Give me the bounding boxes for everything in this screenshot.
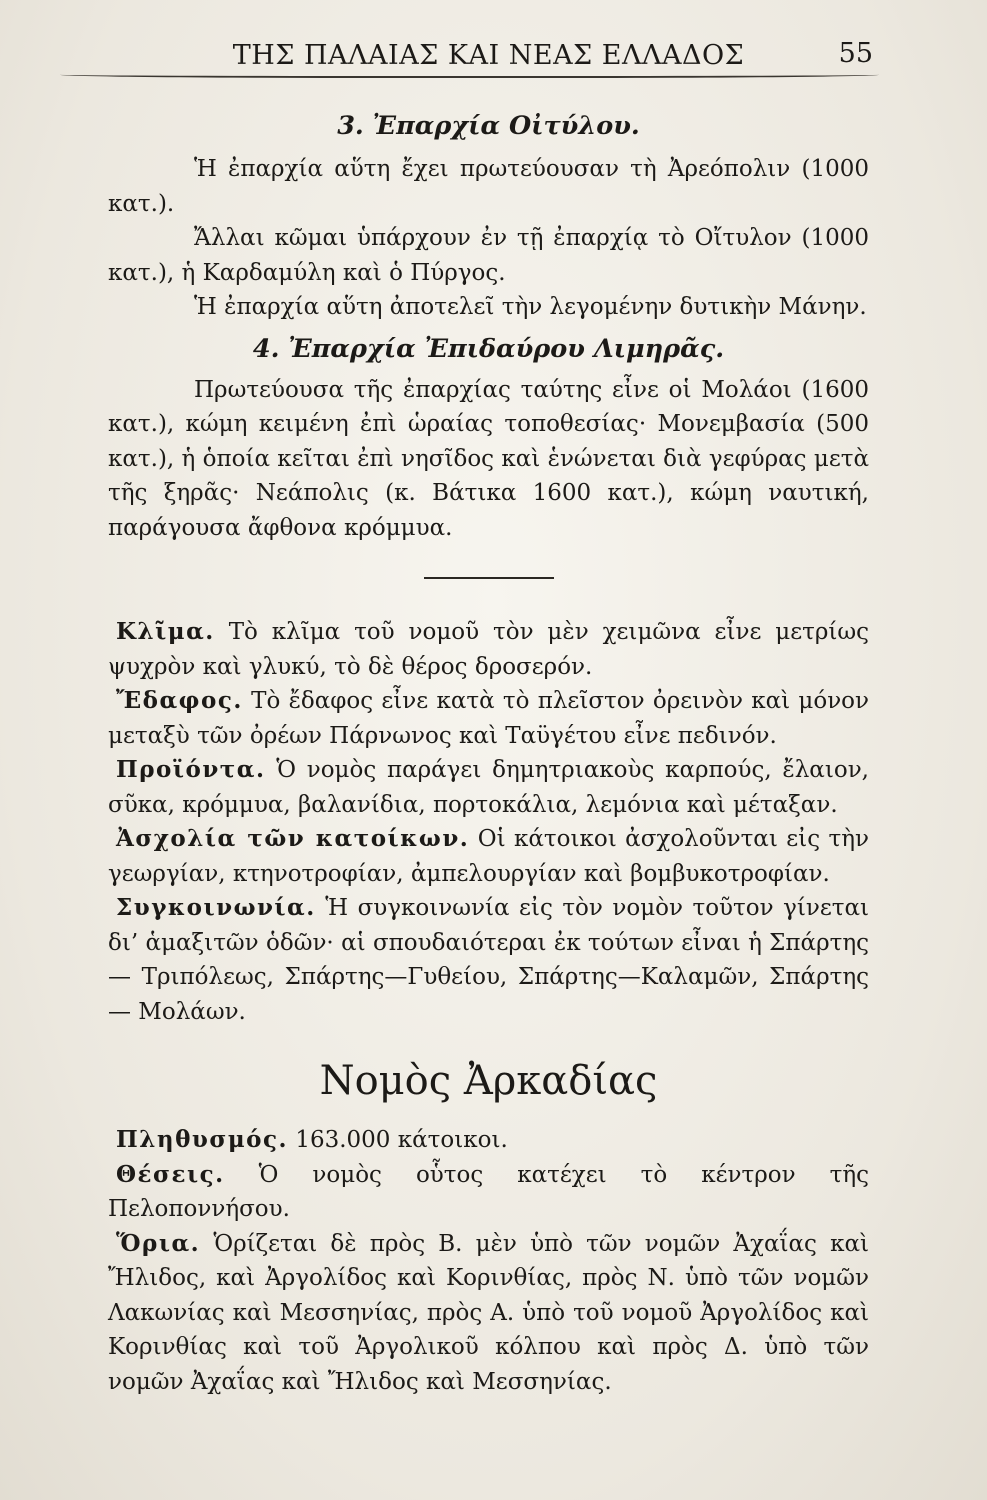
entry-proionta bbox=[108, 753, 869, 822]
entry-label: Κλῖμα. bbox=[116, 618, 215, 645]
entry-label: Προϊόντα. bbox=[116, 756, 266, 783]
entry-text: 163.000 κάτοικοι. bbox=[295, 1127, 508, 1153]
section-heading-epidaurou-limiras: 4. Ἐπαρχία Ἐπιδαύρου Λιμηρᾶς. bbox=[252, 333, 725, 364]
prefecture-heading-arcadia: Νομὸς Ἀρκαδίας bbox=[319, 1058, 658, 1104]
entry-edafos bbox=[108, 684, 869, 753]
body-text bbox=[108, 106, 869, 1399]
entry-text: Ὁ νομὸς οὗτος κατέχει τὸ κέντρον τῆς Πελοποννήσου. bbox=[108, 1161, 870, 1222]
entry-ascholia bbox=[108, 822, 869, 891]
page-number: 55 bbox=[838, 38, 873, 69]
entry-klima bbox=[108, 615, 869, 684]
entry-label: Ὅρια. bbox=[116, 1229, 201, 1257]
paragraph: Ἡ ἐπαρχία αὕτη ἀποτελεῖ τὴν λεγομένην δυτικὴν Μάνην. bbox=[194, 294, 867, 320]
paragraph: Ἄλλαι κῶμαι ὑπάρχουν ἐν τῇ ἐπαρχίᾳ τὸ Οἴτυλον (1000 κατ.), ἡ Καρδαμύλη καὶ ὁ Πύργος. bbox=[108, 225, 869, 286]
section-heading-oitylou: 3. Ἐπαρχία Οἰτύλου. bbox=[337, 111, 640, 141]
entry-text: Ὁρίζεται δὲ πρὸς Β. μὲν ὑπὸ τῶν νομῶν Ἀχαΐας καὶ Ἤλιδος, καὶ Ἀργολίδος καὶ Κορινθίας, πρὸς Ν. ὑπὸ τῶν νομῶν Λακωνίας καὶ Μεσσηνίας, πρὸς Α. ὑπὸ τοῦ νομοῦ Ἀργολίδος καὶ Κορινθίας καὶ τοῦ Ἀργολικοῦ κόλπου καὶ πρὸς Δ. ὑπὸ τῶν νομῶν Ἀχαΐας καὶ Ἤλιδος καὶ Μεσσηνίας. bbox=[108, 1230, 870, 1395]
entry-label: Ἀσχολία τῶν κατοίκων. bbox=[116, 825, 470, 852]
section-divider bbox=[424, 577, 554, 579]
entry-label: Συγκοινωνία. bbox=[116, 894, 316, 921]
running-header bbox=[108, 30, 873, 82]
entry-oria bbox=[108, 1227, 869, 1400]
entry-text: Τὸ κλῖμα τοῦ νομοῦ τὸν μὲν χειμῶνα εἶνε μετρίως ψυχρὸν καὶ γλυκύ, τὸ δὲ θέρος δροσερόν. bbox=[108, 619, 870, 680]
paragraph: Πρωτεύουσα τῆς ἐπαρχίας ταύτης εἶνε οἱ Μολάοι (1600 κατ.), κώμη κειμένη ἐπὶ ὡραίας τοποθεσίας· Μονεμβασία (500 κατ.), ἡ ὁποία κεῖται ἐπὶ νησῖδος καὶ ἑνώνεται διὰ γεφύρας μετὰ τῆς ξηρᾶς· Νεάπολις (κ. Βάτικα 1600 κατ.), κώμη ναυτική, παράγουσα ἄφθονα κρόμμυα. bbox=[108, 376, 869, 541]
entry-label: Θέσεις. bbox=[116, 1160, 225, 1188]
entry-theseis bbox=[108, 1158, 869, 1227]
entry-text: Ὁ νομὸς παράγει δημητριακοὺς καρπούς, ἔλαιον, σῦκα, κρόμμυα, βαλανίδια, πορτοκάλια, λεμόνια καὶ μέταξαν. bbox=[108, 757, 869, 818]
entry-plithysmos bbox=[108, 1123, 869, 1158]
entry-text: Ἡ συγκοινωνία εἰς τὸν νομὸν τοῦτον γίνεται δι’ ἁμαξιτῶν ὁδῶν· αἱ σπουδαιότεραι ἐκ τούτων εἶναι ἡ Σπάρτης — Τριπόλεως, Σπάρτης—Γυθείου, Σπάρτης—Καλαμῶν, Σπάρτης— Μολάων. bbox=[108, 895, 870, 1025]
entry-label: Ἔδαφος. bbox=[116, 687, 243, 714]
entry-text: Οἱ κάτοικοι ἀσχολοῦνται εἰς τὴν γεωργίαν, κτηνοτροφίαν, ἀμπελουργίαν καὶ βομβυκοτροφίαν. bbox=[108, 826, 869, 887]
entry-label: Πληθυσμός. bbox=[116, 1126, 289, 1153]
entry-sygkoinonia bbox=[108, 891, 869, 1029]
header-rule bbox=[60, 70, 879, 78]
running-title: ΤΗΣ ΠΑΛΑΙΑΣ ΚΑΙ ΝΕΑΣ ΕΛΛΑΔΟΣ bbox=[232, 40, 745, 71]
paragraph: Ἡ ἐπαρχία αὕτη ἔχει πρωτεύουσαν τὴ Ἀρεόπολιν (1000 κατ.). bbox=[108, 156, 869, 217]
entry-text: Τὸ ἔδαφος εἶνε κατὰ τὸ πλεῖστον ὀρεινὸν καὶ μόνον μεταξὺ τῶν ὀρέων Πάρνωνος καὶ Ταϋγέτου εἶνε πεδινόν. bbox=[108, 688, 870, 749]
